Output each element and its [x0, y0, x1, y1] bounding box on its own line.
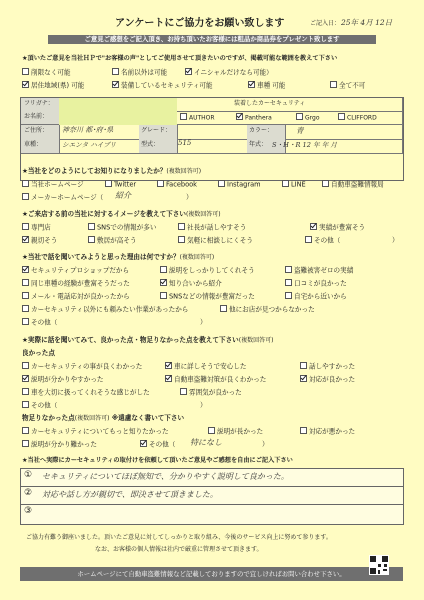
good-other[interactable]: その他（ — [22, 401, 57, 410]
good-clear-explain[interactable]: 説明が分かりやすかった — [22, 375, 104, 384]
security-grgo[interactable]: Grgo — [296, 113, 320, 122]
car-value: シエンタ ハイブリ — [62, 141, 117, 149]
checkbox[interactable] — [22, 68, 29, 75]
good-atmosphere[interactable]: 雰囲気が良かった — [180, 388, 242, 397]
year-label: 年式： — [249, 141, 268, 148]
image-other-close: ） — [392, 236, 399, 244]
good-careful[interactable]: 車を大切に扱ってくれそうな感じがした — [22, 388, 150, 397]
comment-number-2: ② — [24, 488, 33, 498]
reason-proshop[interactable]: セキュリティプロショップだから — [22, 266, 129, 275]
name-label: お名前： — [24, 113, 49, 120]
lack-other-close: ） — [262, 440, 269, 448]
checkbox[interactable] — [330, 81, 337, 88]
security-author[interactable]: AUTHOR — [180, 113, 215, 122]
address-value: 神奈川 都･府･県 — [62, 126, 114, 134]
model-value: 515 — [178, 139, 192, 147]
color-value: 青 — [296, 126, 304, 135]
publish-option-7[interactable]: 全て不可 — [330, 81, 365, 90]
footer-banner: ホームページにて自動車盗難情報など記載しておりますので宜しければお問い合わせ下さい。 — [20, 567, 403, 581]
good-label: 良かった点 — [22, 349, 55, 357]
good-theft-measures[interactable]: 自動車盗難対策が良くわかった — [165, 375, 266, 384]
image-threshold[interactable]: 敷居が高そう — [88, 236, 137, 245]
lack-long[interactable]: 説明が長かった — [208, 427, 263, 436]
publish-option-4[interactable]: 居住地域(県) 可能 — [22, 81, 84, 90]
know-line[interactable]: LINE — [282, 180, 306, 189]
publish-option-1[interactable]: 削限なく可能 — [22, 68, 71, 77]
image-hard-to-consult[interactable]: 気軽に相談しにくそう — [178, 236, 253, 245]
reason-zero-theft[interactable]: 盗難被害ゼロの実績 — [285, 266, 353, 275]
know-homepage[interactable]: 当社ホームページ — [22, 180, 84, 189]
date-value: 25年 4月 12日 — [341, 18, 393, 27]
good-understood[interactable]: カーセキュリティの事が良くわかった — [22, 362, 142, 371]
know-facebook[interactable]: Facebook — [157, 180, 197, 189]
know-twitter[interactable]: Twitter — [105, 180, 136, 189]
page-title: アンケートにご協力をお願い致します — [115, 18, 285, 29]
know-maker[interactable]: メーカーホームページ（ — [22, 193, 103, 202]
reason-same-model[interactable]: 同じ車種の経験が豊富そうだった — [22, 279, 130, 288]
checkbox-checked[interactable] — [185, 68, 192, 75]
know-question: ★当社をどのようにしてお知りになりましたか？(複数回答可) — [22, 167, 202, 175]
publish-option-5[interactable]: 装備しているセキュリティ可能 — [112, 81, 213, 90]
date-label: ご記入日： — [310, 20, 341, 27]
comment-number-3: ③ — [24, 506, 33, 516]
reason-no-other-shop[interactable]: 他にお店が見つからなかった — [220, 305, 315, 314]
qr-code-icon[interactable] — [369, 555, 389, 575]
header-banner: ご意見ご感想をご記入頂き、お持ち頂いたお客様には粗品か商品券をプレゼント致します — [48, 35, 376, 44]
image-sns[interactable]: SNSでの情報が多い — [88, 223, 156, 232]
reason-other[interactable]: その他（ — [22, 318, 57, 327]
comment-number-1: ① — [24, 470, 33, 480]
checkbox[interactable] — [112, 68, 119, 75]
thoughts-question: ★当社へ実際にカーセキュリティの取付けを依頼して頂いたご意見やご感想を自由にご記入下さい — [22, 457, 293, 464]
know-instagram[interactable]: Instagram — [218, 180, 261, 189]
know-write-in: 紹介 — [115, 191, 131, 200]
image-other[interactable]: その他（ — [305, 236, 340, 245]
car-label: 車種： — [24, 141, 43, 148]
good-car-knowledge[interactable]: 車に詳しそうで安心した — [165, 362, 247, 371]
lack-unclear[interactable]: 説明が分かり難かった — [22, 440, 97, 449]
footer-thanks: ご協力有難う御座いました。頂いたご意見に対してしっかりと取り組み、今後のサービス向上に努めて参ります。 — [26, 534, 332, 541]
checkbox-checked[interactable] — [248, 81, 255, 88]
reason-near-home[interactable]: 自宅から近いから — [285, 292, 347, 301]
checkbox-checked[interactable] — [22, 81, 29, 88]
reason-other-close: ） — [200, 318, 207, 326]
year-value: S・H・R 12 年 年 月 — [272, 141, 337, 149]
lack-want-know[interactable]: カーセキュリティについてもっと知りたかった — [22, 427, 169, 436]
checkbox-checked[interactable] — [112, 81, 119, 88]
reason-other-work[interactable]: カーセキュリティ以外にも頼みたい作業があったから — [22, 305, 188, 314]
furigana-label: フリガナ： — [24, 100, 54, 107]
image-question: ★ご来店する前の当社に対するイメージを教えて下さい(複数回答可) — [22, 210, 221, 218]
image-kind[interactable]: 親切そう — [22, 236, 57, 245]
lack-bad-response[interactable]: 対応が悪かった — [300, 427, 355, 436]
reason-explain[interactable]: 説明をしっかりしてくれそう — [160, 266, 255, 275]
image-president[interactable]: 社長が話しやすそう — [178, 223, 246, 232]
lack-write-in: 特になし — [190, 438, 222, 447]
lack-other[interactable]: その他（ — [140, 440, 175, 449]
model-label: 型式： — [141, 141, 160, 148]
know-close: ） — [186, 193, 193, 201]
comment-answer-2: 対応や話し方が親切で、即決させて頂きました。 — [42, 490, 218, 499]
publish-option-3[interactable]: イニシャルだけなら可能） — [185, 68, 273, 77]
reason-sns-info[interactable]: SNSなどの情報が豊富だった — [160, 292, 255, 301]
good-easy-talk[interactable]: 話しやすかった — [300, 362, 355, 371]
reason-reviews[interactable]: 口コミが良かった — [285, 279, 347, 288]
comment-answer-1: セキュリティについてほぼ無知で、分かりやすく説明して良かった。 — [42, 472, 289, 481]
publish-option-2[interactable]: 名前以外は可能 — [112, 68, 167, 77]
reason-contact[interactable]: メール・電話応対が良かったから — [22, 292, 130, 301]
lack-label: 物足りなかった点(複数回答可) ※遠慮なく書いて下さい — [22, 414, 185, 422]
good-question: ★実際に話を聞いてみて、良かった点・物足りなかった点を教えて下さい(複数回答可) — [22, 336, 274, 344]
image-record[interactable]: 実績が豊富そう — [310, 223, 365, 232]
publish-question: ★頂いたご意見を当社ＨＰで"お客様の声"としてご使用させて頂きたいのですが、掲載可能な範囲を教えて下さい — [22, 55, 338, 62]
image-specialty[interactable]: 専門店 — [22, 223, 51, 232]
color-label: カラー： — [249, 127, 274, 134]
good-response[interactable]: 対応が良かった — [300, 375, 355, 384]
security-clifford[interactable]: CLIFFORD — [338, 113, 377, 122]
publish-option-6[interactable]: 車種 可能 — [248, 81, 285, 90]
reason-question: ★当社で話を聞いてみようと思った理由は何ですか？(複数回答可) — [22, 253, 215, 261]
security-header: 装着したカーセキュリティ — [234, 100, 306, 107]
know-theft-info[interactable]: 自動車盗難情報局 — [322, 180, 384, 189]
good-other-close: ） — [200, 401, 207, 409]
address-label: ご住所： — [24, 127, 49, 134]
security-panthera[interactable]: Panthera — [236, 113, 272, 122]
footer-privacy: なお、お客様の個人情報は社内で厳重に管理させて頂きます。 — [95, 546, 263, 553]
grade-label: グレード： — [141, 127, 172, 134]
reason-referral[interactable]: 知り合いから紹介 — [160, 279, 222, 288]
